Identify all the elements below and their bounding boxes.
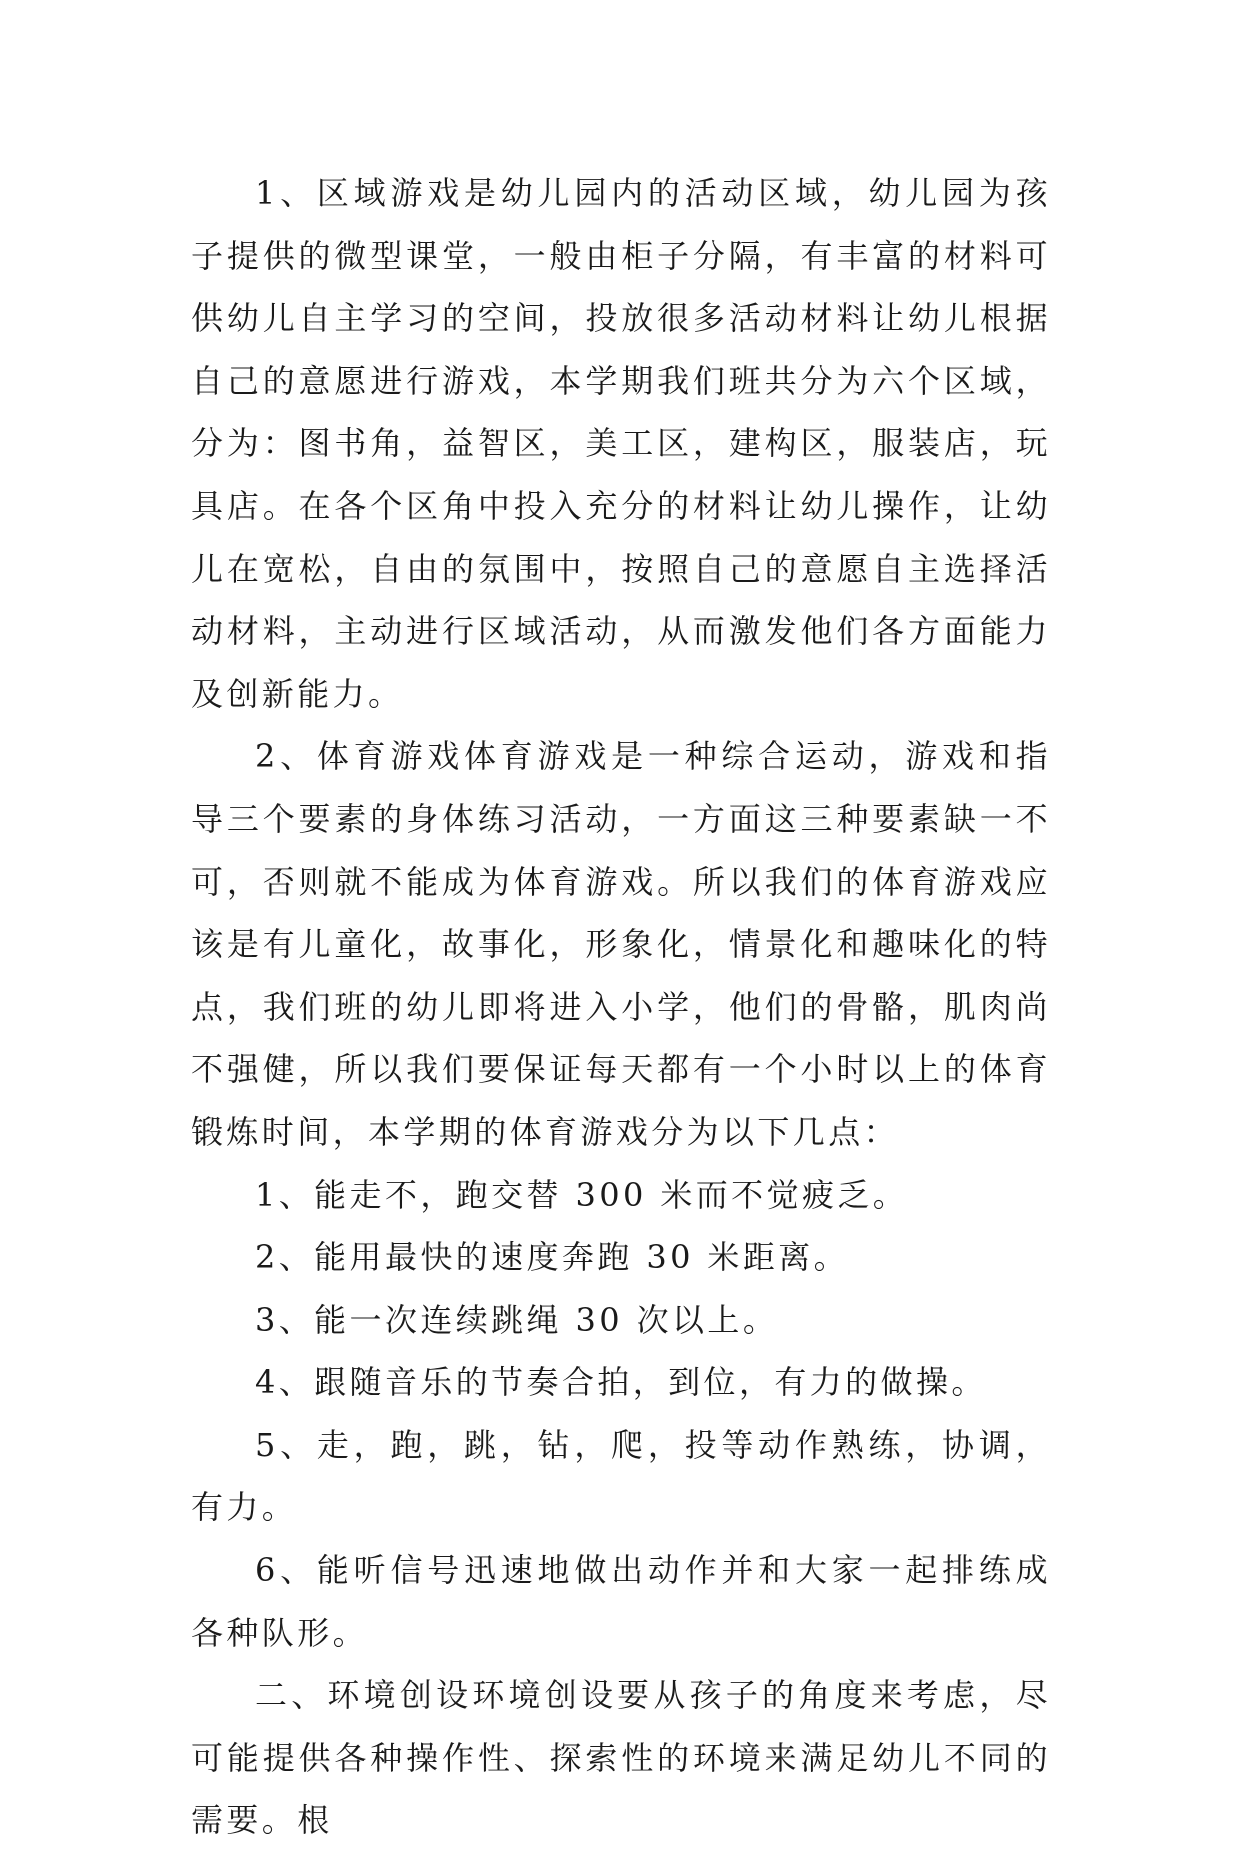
list-item-walk-run: 1、能走不，跑交替 300 米而不觉疲乏。: [255, 1175, 909, 1214]
paragraph-area-games: 1、区域游戏是幼儿园内的活动区域，幼儿园为孩子提供的微型课堂，一般由柜子分隔，有丰富的材料可供幼儿自主学习的空间，投放很多活动材料让幼儿根据自己的意愿进行游戏，本学期我们班共分为六个区域，分为：图书角，益智区，美工区，建构区，服装店，玩具店。在各个区角中投入充分的材料让幼儿操作，让幼儿在宽松，自由的氛围中，按照自己的意愿自主选择活动材料，主动进行区域活动，从而激发他们各方面能力及创新能力。: [191, 174, 1051, 713]
list-item-movements: 5、走，跑，跳，钻，爬，投等动作熟练，协调，有力。: [191, 1425, 1051, 1527]
paragraph-sports-games: 2、体育游戏体育游戏是一种综合运动，游戏和指导三个要素的身体练习活动，一方面这三种要素缺一不可，否则就不能成为体育游戏。所以我们的体育游戏应该是有儿童化，故事化，形象化，情景化和趣味化的特点，我们班的幼儿即将进入小学，他们的骨骼，肌肉尚不强健，所以我们要保证每天都有一个小时以上的体育锻炼时间，本学期的体育游戏分为以下几点：: [191, 737, 1051, 1151]
paragraph-environment: 二、环境创设环境创设要从孩子的角度来考虑，尽可能提供各种操作性、探索性的环境来满足幼儿不同的需要。根: [191, 1676, 1051, 1840]
list-item-sprint: 2、能用最快的速度奔跑 30 米距离。: [255, 1238, 850, 1277]
list-item-exercise: 4、跟随音乐的节奏合拍，到位，有力的做操。: [255, 1363, 987, 1402]
document-body: [191, 162, 1051, 1852]
list-item-formation: 6、能听信号迅速地做出动作并和大家一起排练成各种队形。: [191, 1551, 1051, 1652]
list-item-jump-rope: 3、能一次连续跳绳 30 次以上。: [255, 1300, 779, 1339]
